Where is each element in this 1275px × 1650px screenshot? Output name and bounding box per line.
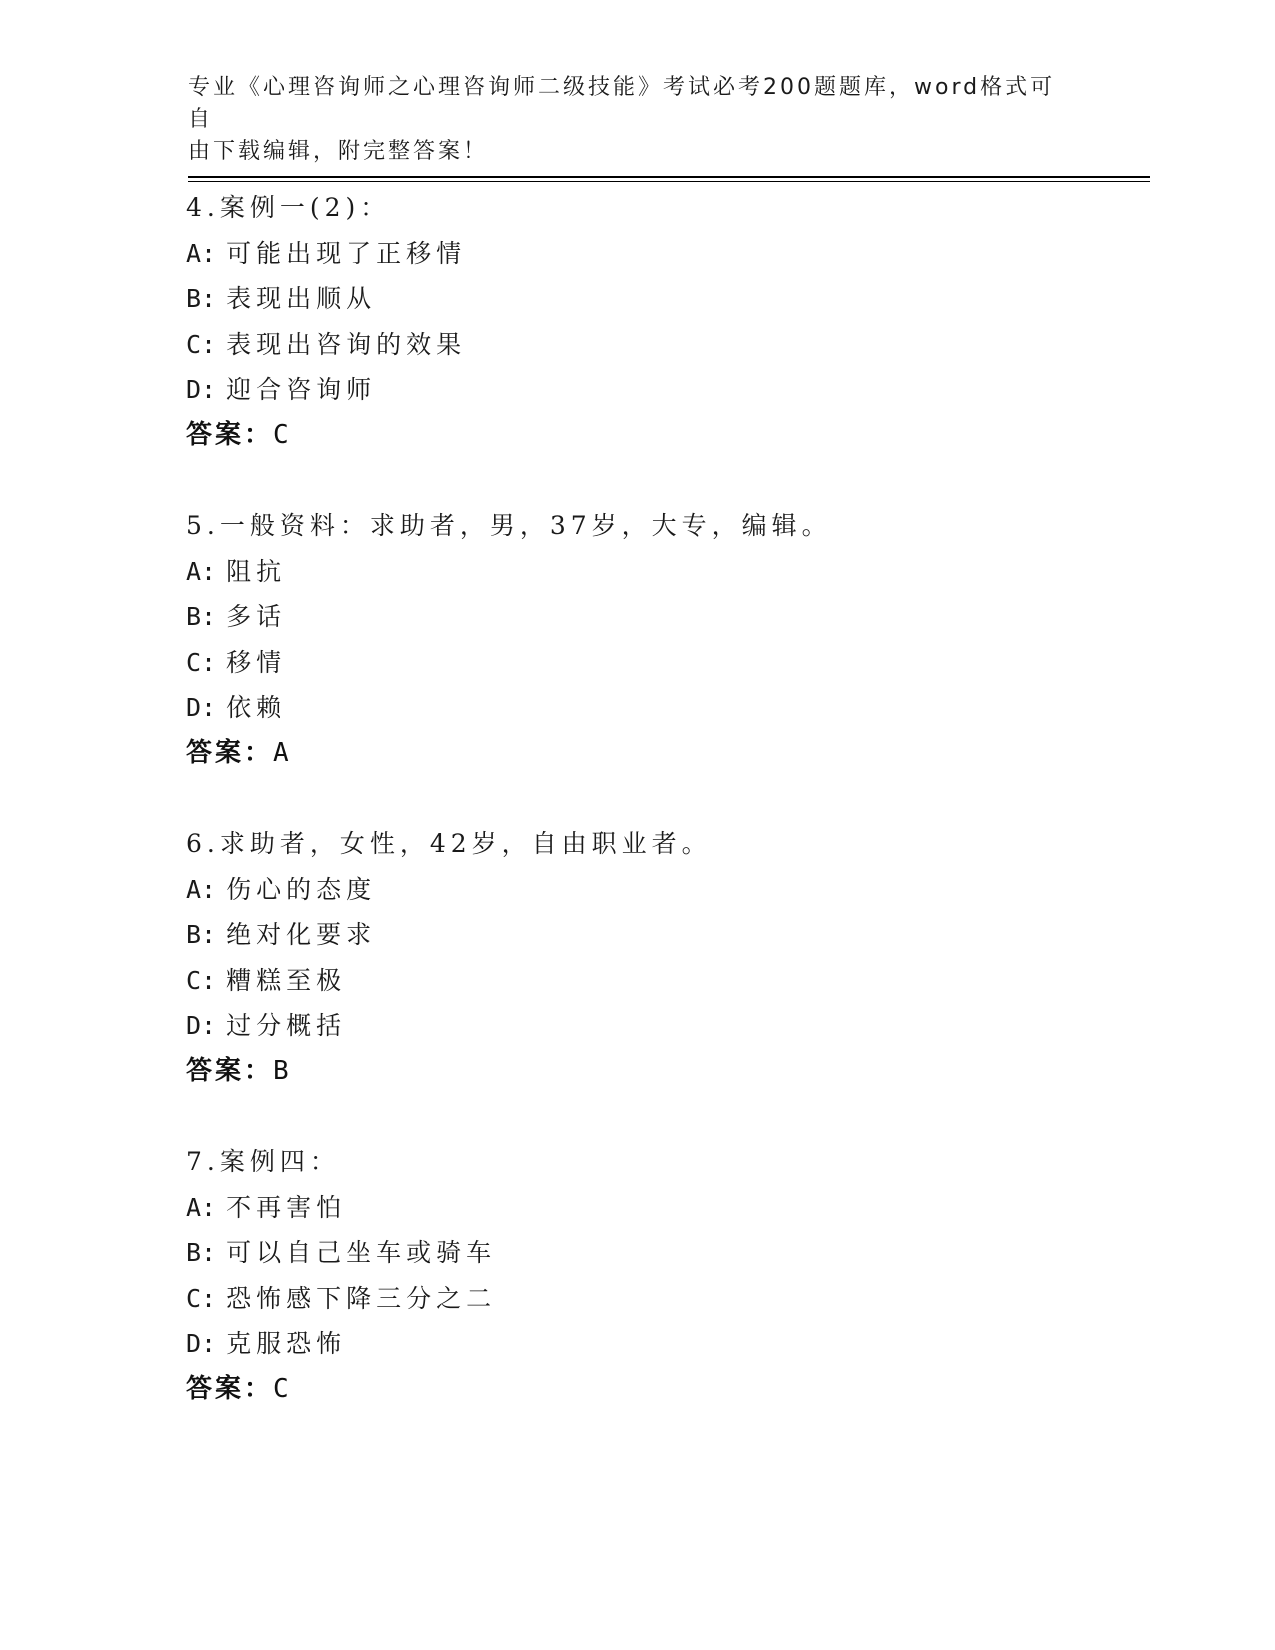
document-header <box>188 72 1068 168</box>
option-letter: C: <box>186 965 217 995</box>
option-b <box>186 912 1146 958</box>
option-text: 伤心的态度 <box>226 874 377 904</box>
option-text: 阻抗 <box>226 556 287 586</box>
option-text: 克服恐怖 <box>226 1329 347 1358</box>
option-letter: C: <box>186 329 217 359</box>
option-a <box>186 549 1146 595</box>
option-text: 可以自己坐车或骑车 <box>226 1238 497 1267</box>
option-text: 不再害怕 <box>226 1192 347 1222</box>
option-text: 移情 <box>226 647 287 677</box>
answer-line <box>186 1049 1146 1095</box>
option-b <box>186 594 1146 640</box>
option-text: 迎合咨询师 <box>226 375 377 404</box>
option-letter: B: <box>186 602 217 631</box>
answer-value: A <box>273 737 292 768</box>
question-7 <box>186 1139 1146 1412</box>
option-letter: A: <box>186 556 217 586</box>
option-letter: A: <box>186 1192 217 1222</box>
option-letter: A: <box>186 238 217 268</box>
question-list <box>186 185 1146 1457</box>
header-divider-thin <box>188 181 1150 182</box>
option-b <box>186 276 1146 322</box>
option-letter: C: <box>186 647 217 677</box>
option-letter: C: <box>186 1283 217 1313</box>
option-c <box>186 322 1146 368</box>
option-letter: A: <box>186 874 217 904</box>
option-text: 多话 <box>226 602 287 631</box>
option-letter: D: <box>186 1329 217 1358</box>
answer-label: 答案： <box>186 419 274 450</box>
answer-line <box>186 731 1146 777</box>
answer-line <box>186 1367 1146 1413</box>
option-text: 恐怖感下降三分之二 <box>226 1283 497 1313</box>
option-letter: B: <box>186 920 217 949</box>
answer-label: 答案： <box>186 1373 274 1404</box>
option-text: 表现出咨询的效果 <box>226 329 467 359</box>
question-5 <box>186 503 1146 776</box>
option-text: 糟糕至极 <box>226 965 347 995</box>
question-stem: 6.求助者，女性，42岁，自由职业者。 <box>186 829 712 858</box>
option-text: 绝对化要求 <box>226 920 377 949</box>
option-d <box>186 1003 1146 1049</box>
header-line-2: 由下载编辑，附完整答案！ <box>188 139 489 164</box>
option-text: 过分概括 <box>226 1011 347 1040</box>
option-c <box>186 1276 1146 1322</box>
option-letter: B: <box>186 1238 217 1267</box>
header-line-1: 专业《心理咨询师之心理咨询师二级技能》考试必考200题题库，word格式可自 <box>188 75 1056 132</box>
option-a <box>186 867 1146 913</box>
question-stem: 7.案例四： <box>186 1147 340 1176</box>
answer-label: 答案： <box>186 737 274 768</box>
option-text: 依赖 <box>226 693 287 722</box>
option-letter: B: <box>186 284 217 313</box>
question-stem: 5.一般资料：求助者，男，37岁，大专，编辑。 <box>186 511 832 540</box>
question-stem: 4.案例一(2)： <box>186 193 391 222</box>
answer-value: B <box>273 1055 292 1086</box>
option-c <box>186 640 1146 686</box>
answer-value: C <box>273 419 292 450</box>
option-text: 可能出现了正移情 <box>226 238 467 268</box>
option-d <box>186 685 1146 731</box>
answer-value: C <box>273 1373 292 1404</box>
option-letter: D: <box>186 1011 217 1040</box>
option-a <box>186 1185 1146 1231</box>
option-letter: D: <box>186 375 217 404</box>
option-letter: D: <box>186 693 217 722</box>
answer-line <box>186 413 1146 459</box>
option-text: 表现出顺从 <box>226 284 377 313</box>
question-6 <box>186 821 1146 1094</box>
header-divider-thick <box>188 176 1150 178</box>
option-d <box>186 367 1146 413</box>
option-d <box>186 1321 1146 1367</box>
option-c <box>186 958 1146 1004</box>
option-a <box>186 231 1146 277</box>
answer-label: 答案： <box>186 1055 274 1086</box>
question-4 <box>186 185 1146 458</box>
option-b <box>186 1230 1146 1276</box>
